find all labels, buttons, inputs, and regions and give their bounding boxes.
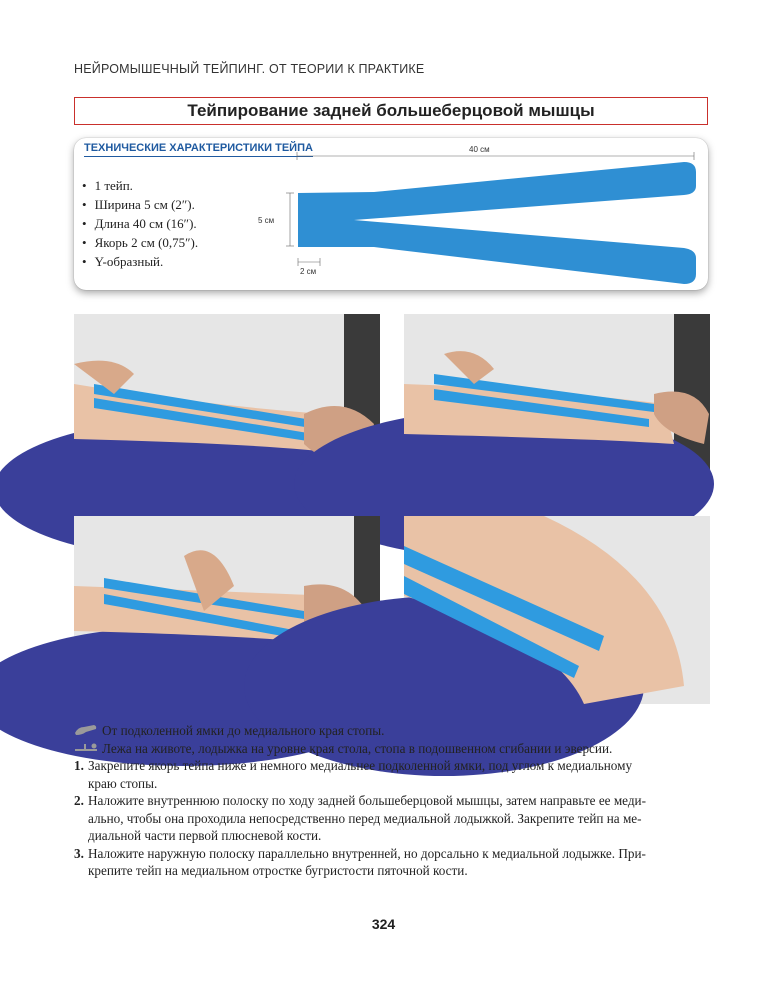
position-line (74, 740, 714, 758)
step-item (74, 792, 714, 845)
step-text-line: крепите тейп на медиальном отростке бугристости пяточной кости. (88, 863, 468, 878)
patient-position-icon (74, 740, 102, 757)
step-text-line: краю стопы. (88, 775, 158, 791)
tape-shape (298, 162, 696, 284)
step-text-line: Наложите наружную полоску параллельно внутренней, но дорсально к медиальной лодыжке. При- (88, 845, 646, 861)
step-text-line: Закрепите якорь тейпа ниже и немного медиальнее подколенной ямки, под углом к медиальному (88, 758, 633, 773)
anchor-label: 2 см (300, 267, 317, 276)
spec-item: • 1 тейп. (82, 176, 198, 195)
step-text (88, 845, 646, 880)
step-number: 3. (74, 845, 84, 861)
y-tape-diagram (258, 138, 704, 290)
instructions (74, 722, 714, 880)
running-title: НЕЙРОМЫШЕЧНЫЙ ТЕЙПИНГ. ОТ ТЕОРИИ К ПРАКТИКЕ (74, 62, 425, 76)
position-text: Лежа на животе, лодыжка на уровне края стола, стопа в подошвенном сгибании и эверсии. (102, 740, 613, 756)
step-item (74, 845, 714, 880)
step-item (74, 757, 714, 792)
step-number: 2. (74, 793, 84, 808)
spec-item: • Y-образный. (82, 252, 198, 271)
step-text-line: диальной части первой плюсневой кости. (88, 828, 322, 843)
length-label: 40 см (469, 145, 490, 154)
area-text: От подколенной ямки до медиального края стопы. (102, 723, 385, 738)
section-title: Тейпирование задней большеберцовой мышцы (187, 101, 595, 120)
specs-list (82, 176, 198, 271)
section-title-box (74, 97, 708, 125)
area-line (74, 722, 714, 740)
step-text-line: Наложите внутреннюю полоску по ходу задней большеберцовой мышцы, затем направьте ее меди- (88, 793, 647, 808)
step-2-photo (404, 314, 710, 496)
step-4-photo (404, 516, 710, 704)
step-number: 1. (74, 758, 84, 773)
step-text (88, 792, 646, 845)
body-area-icon (74, 722, 102, 739)
spec-item: • Ширина 5 см (2″). (82, 195, 198, 214)
width-label: 5 см (258, 216, 275, 225)
spec-item: • Длина 40 см (16″). (82, 214, 198, 233)
spec-item: • Якорь 2 см (0,75″). (82, 233, 198, 252)
step-text-line: ально, чтобы она проходила непосредственно перед медиальной лодыжкой. Закрепите тейп на ме- (88, 810, 642, 826)
step-text (88, 757, 632, 792)
page-number: 324 (371, 916, 396, 932)
specs-title: ТЕХНИЧЕСКИЕ ХАРАКТЕРИСТИКИ ТЕЙПА (84, 142, 313, 157)
tape-specs-panel (74, 138, 708, 290)
